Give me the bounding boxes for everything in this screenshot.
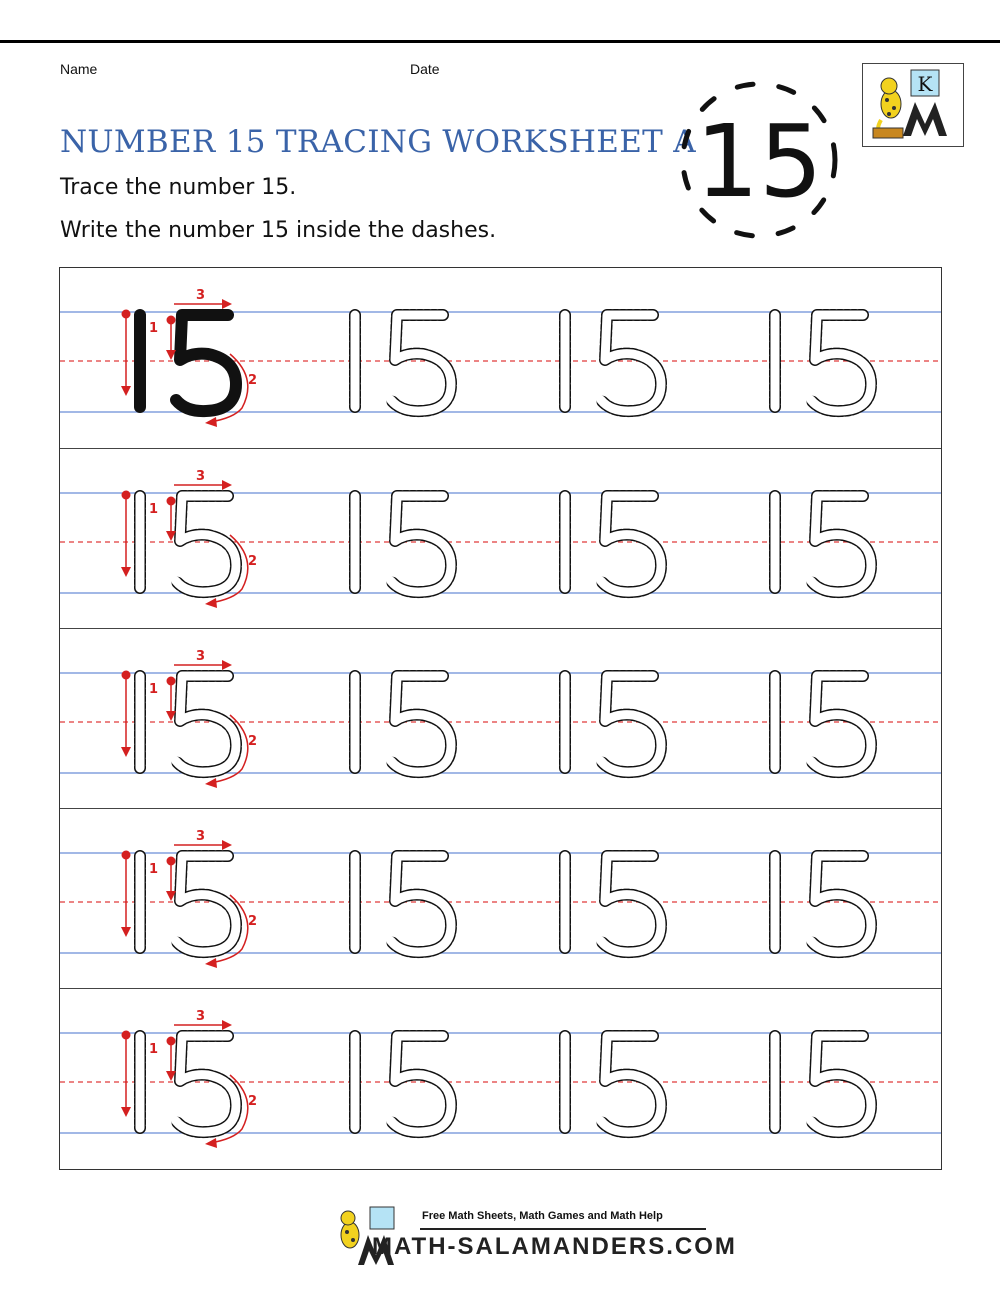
tracing-row-guides: [60, 629, 941, 809]
badge-number: 15: [695, 103, 823, 220]
dashed-number-glyph: [775, 315, 871, 411]
tracing-row-guides: [60, 449, 941, 629]
tracing-row: [60, 808, 941, 988]
page-title: NUMBER 15 TRACING WORKSHEET A: [60, 124, 696, 160]
date-label: Date: [410, 61, 440, 77]
dashed-number-glyph: [565, 676, 661, 772]
stroke-label-1: 1: [149, 862, 159, 877]
dashed-number-glyph: [121, 469, 257, 608]
dashed-number-glyph: [775, 1036, 871, 1132]
solid-number-glyph: [121, 288, 257, 427]
stroke-label-1: 1: [149, 321, 159, 336]
dashed-number-glyph: [775, 496, 871, 592]
dashed-number-glyph: [565, 496, 661, 592]
dashed-number-glyph: [355, 676, 451, 772]
stroke-label-1: 1: [149, 1042, 159, 1057]
dashed-number-glyph: [355, 856, 451, 952]
tracing-row: [60, 988, 941, 1168]
footer-brand: MATH-SALAMANDERS.COM: [372, 1233, 737, 1260]
stroke-label-2: 2: [248, 373, 258, 388]
number-badge: [675, 78, 845, 243]
tracing-row-guides: [60, 268, 941, 448]
dashed-number-glyph: [775, 856, 871, 952]
dashed-number-glyph: [121, 1009, 257, 1148]
tracing-row-guides: [60, 989, 941, 1169]
stroke-label-2: 2: [248, 734, 258, 749]
top-rule: [0, 40, 1000, 43]
dashed-number-glyph: [355, 315, 451, 411]
name-label: Name: [60, 61, 98, 77]
tracing-row-guides: [60, 809, 941, 989]
stroke-label-3: 3: [196, 469, 206, 484]
dashed-number-glyph: [565, 315, 661, 411]
dashed-number-glyph: [565, 856, 661, 952]
stroke-label-2: 2: [248, 1094, 258, 1109]
stroke-label-3: 3: [196, 829, 206, 844]
stroke-label-2: 2: [248, 914, 258, 929]
stroke-label-1: 1: [149, 682, 159, 697]
dashed-number-glyph: [355, 1036, 451, 1132]
stroke-label-1: 1: [149, 502, 159, 517]
stroke-label-2: 2: [248, 554, 258, 569]
tracing-row: [60, 268, 941, 448]
stroke-label-3: 3: [196, 649, 206, 664]
dashed-number-glyph: [775, 676, 871, 772]
footer-tagline: Free Math Sheets, Math Games and Math Help: [422, 1210, 663, 1222]
dashed-number-glyph: [565, 1036, 661, 1132]
salamander-logo: [862, 63, 964, 147]
dashed-number-glyph: [121, 649, 257, 788]
tracing-board: [59, 267, 942, 1170]
instruction-write: Write the number 15 inside the dashes.: [60, 218, 497, 243]
dashed-number-glyph: [355, 496, 451, 592]
dashed-number-glyph: [121, 829, 257, 968]
stroke-label-3: 3: [196, 1009, 206, 1024]
tracing-row: [60, 628, 941, 808]
tracing-row: [60, 448, 941, 628]
stroke-label-3: 3: [196, 288, 206, 303]
instruction-trace: Trace the number 15.: [60, 175, 297, 200]
logo-letter: K: [917, 72, 933, 96]
